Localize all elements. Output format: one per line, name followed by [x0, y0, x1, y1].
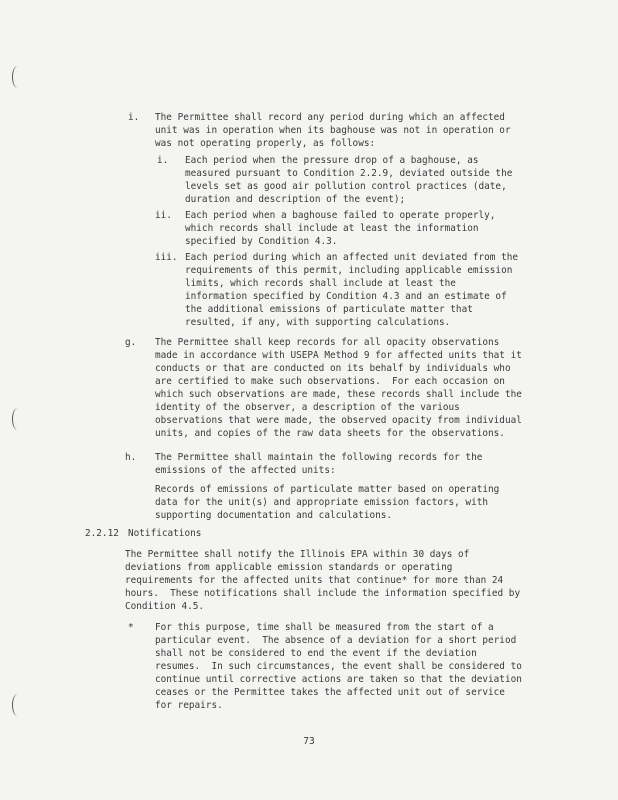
sub-item-line: duration and description of the event);	[185, 194, 406, 205]
sub-item-line: measured pursuant to Condition 2.2.9, deviated outside the	[185, 168, 513, 179]
item-i-line: unit was in operation when its baghouse was not in operation or	[155, 125, 511, 136]
footnote-line: for repairs.	[155, 700, 223, 711]
section-paragraph-line: Condition 4.5.	[125, 601, 205, 612]
sub-list-marker: iii.	[155, 252, 178, 263]
item-h-line: emissions of the affected units:	[155, 465, 336, 476]
item-g-line: identity of the observer, a description of the various	[155, 402, 460, 413]
sub-list-marker: i.	[157, 155, 169, 166]
item-g-line: are certified to make such observations. For each occasion on	[155, 376, 505, 387]
section-paragraph-line: requirements for the affected units that continue* for more than 24	[125, 575, 504, 586]
page-number: 73	[303, 736, 315, 747]
item-g-line: conducts or that are conducted on its behalf by individuals who	[155, 363, 511, 374]
section-paragraph-line: hours. These notifications shall include the information specified by	[125, 588, 521, 599]
sub-item-line: Each period when a baghouse failed to operate properly,	[185, 210, 496, 221]
sub-item-line: limits, which records shall include at least the	[185, 278, 456, 289]
section-title: Notifications	[128, 528, 202, 539]
footnote-marker: *	[128, 622, 134, 633]
item-g-line: made in accordance with USEPA Method 9 for affected units that it	[155, 350, 522, 361]
section-paragraph-line: The Permittee shall notify the Illinois EPA within 30 days of	[125, 549, 470, 560]
sub-list-marker: ii.	[155, 210, 172, 221]
sub-item-line: resulted, if any, with supporting calculations.	[185, 317, 451, 328]
sub-item-line: specified by Condition 4.3.	[185, 236, 338, 247]
section-paragraph-line: deviations from applicable emission standards or operating	[125, 562, 453, 573]
sub-item-line: which records shall include at least the information	[185, 223, 479, 234]
item-g-line: which such observations are made, these records shall include the	[155, 389, 522, 400]
footnote-line: continue until corrective actions are taken so that the deviation	[155, 674, 522, 685]
scan-binding-mark	[12, 694, 23, 716]
sub-item-line: information specified by Condition 4.3 and an estimate of	[185, 291, 507, 302]
scan-binding-mark	[12, 408, 23, 430]
footnote-line: resumes. In such circumstances, the event shall be considered to	[155, 661, 522, 672]
item-g-line: The Permittee shall keep records for all opacity observations	[155, 337, 500, 348]
list-marker: i.	[128, 112, 140, 123]
item-h-detail-line: supporting documentation and calculations.	[155, 510, 393, 521]
item-g-line: units, and copies of the raw data sheets for the observations.	[155, 428, 505, 439]
sub-item-line: Each period during which an affected unit deviated from the	[185, 252, 519, 263]
item-h-detail-line: data for the unit(s) and appropriate emission factors, with	[155, 497, 489, 508]
item-i-line: was not operating properly, as follows:	[155, 138, 376, 149]
list-marker: g.	[125, 337, 137, 348]
item-g-line: observations that were made, the observed opacity from individual	[155, 415, 522, 426]
section-number: 2.2.12	[85, 528, 119, 539]
footnote-line: shall not be considered to end the event if the deviation	[155, 648, 477, 659]
footnote-line: For this purpose, time shall be measured from the start of a	[155, 622, 494, 633]
item-h-line: The Permittee shall maintain the following records for the	[155, 452, 483, 463]
list-marker: h.	[125, 452, 137, 463]
footnote-line: ceases or the Permittee takes the affected unit out of service	[155, 687, 505, 698]
sub-item-line: requirements of this permit, including applicable emission	[185, 265, 513, 276]
scan-binding-mark	[12, 66, 23, 88]
sub-item-line: the additional emissions of particulate matter that	[185, 304, 473, 315]
sub-item-line: levels set as good air pollution control practices (date,	[185, 181, 507, 192]
sub-item-line: Each period when the pressure drop of a baghouse, as	[185, 155, 479, 166]
footnote-line: particular event. The absence of a deviation for a short period	[155, 635, 517, 646]
item-h-detail-line: Records of emissions of particulate matter based on operating	[155, 484, 500, 495]
item-i-line: The Permittee shall record any period during which an affected	[155, 112, 505, 123]
